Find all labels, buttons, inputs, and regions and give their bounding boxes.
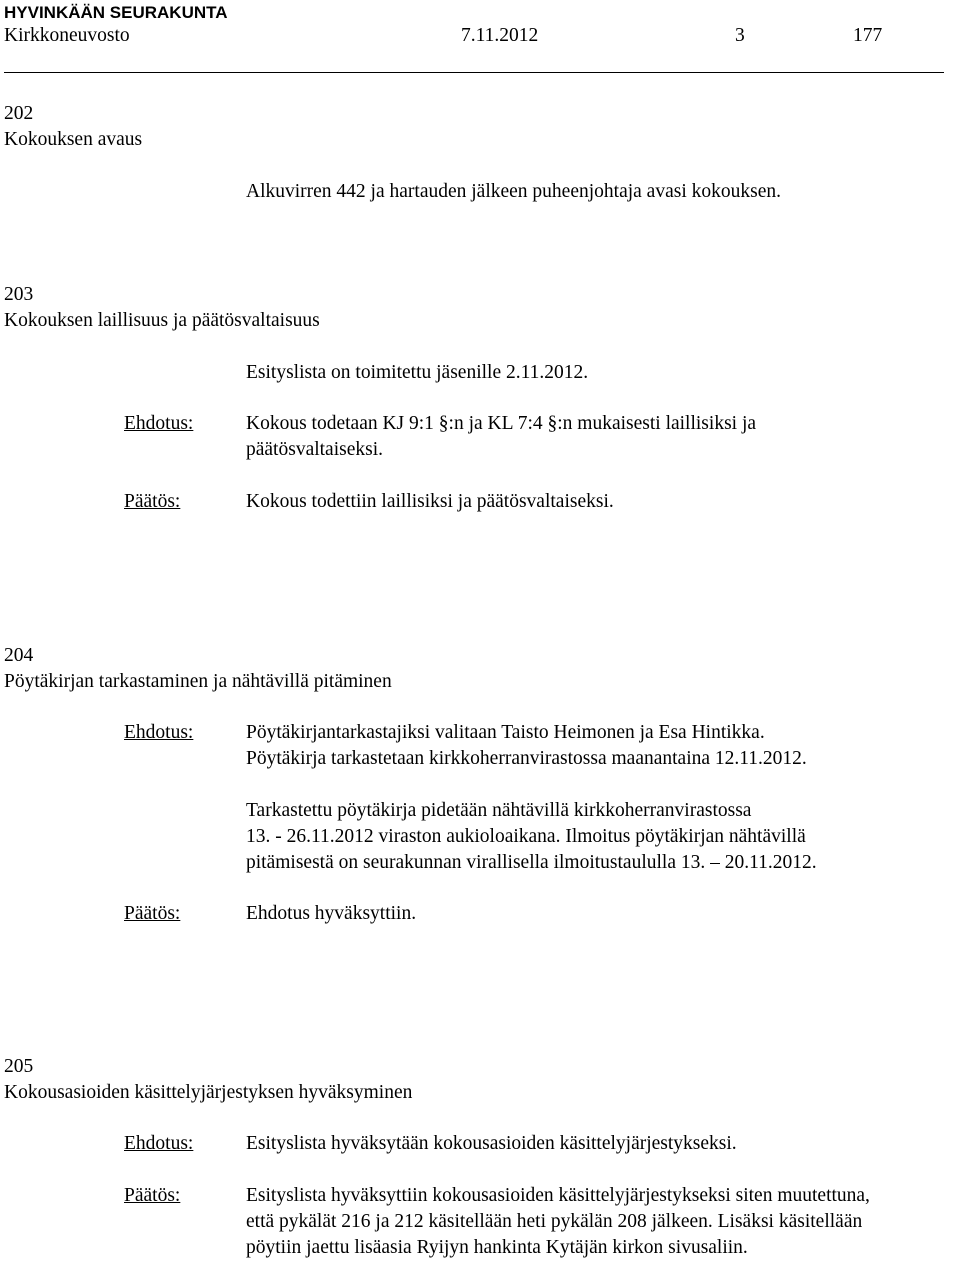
decision-text: Kokous todettiin laillisiksi ja päätösvaltaiseksi.	[246, 491, 614, 512]
meeting-date: 7.11.2012	[461, 25, 539, 46]
section-title: Pöytäkirjan tarkastaminen ja nähtävillä pitäminen	[4, 671, 392, 692]
proposal-text: 13. - 26.11.2012 viraston aukioloaikana. Ilmoitus pöytäkirjan nähtävillä	[246, 826, 806, 847]
section-title: Kokousasioiden käsittelyjärjestyksen hyväksyminen	[4, 1082, 413, 1103]
body-name: Kirkkoneuvosto	[4, 25, 130, 46]
decision-text: Ehdotus hyväksyttiin.	[246, 903, 417, 924]
document-number: 177	[853, 25, 883, 46]
decision-text: pöytiin jaettu lisäasia Ryijyn hankinta Kytäjän kirkon sivusaliin.	[246, 1237, 748, 1258]
section-number: 202	[4, 103, 34, 124]
section-title: Kokouksen avaus	[4, 129, 143, 150]
decision-text: Esityslista hyväksyttiin kokousasioiden käsittelyjärjestykseksi siten muutettuna,	[246, 1185, 870, 1206]
proposal-text: Pöytäkirjantarkastajiksi valitaan Taisto Heimonen ja Esa Hintikka.	[246, 722, 765, 743]
decision-label: Päätös:	[124, 491, 181, 512]
proposal-text: Pöytäkirja tarkastetaan kirkkoherranvirastossa maanantaina 12.11.2012.	[246, 748, 807, 769]
proposal-label: Ehdotus:	[124, 413, 194, 434]
proposal-text: pitämisestä on seurakunnan virallisella ilmoitustaululla 13. – 20.11.2012.	[246, 852, 817, 873]
decision-label: Päätös:	[124, 903, 181, 924]
org-name: HYVINKÄÄN SEURAKUNTA	[4, 3, 228, 22]
section-title: Kokouksen laillisuus ja päätösvaltaisuus	[4, 310, 320, 331]
decision-text: että pykälät 216 ja 212 käsitellään heti pykälän 208 jälkeen. Lisäksi käsitellään	[246, 1211, 863, 1232]
header-divider	[4, 72, 944, 73]
proposal-label: Ehdotus:	[124, 722, 194, 743]
section-number: 203	[4, 284, 34, 305]
proposal-text: Tarkastettu pöytäkirja pidetään nähtävillä kirkkoherranvirastossa	[246, 800, 752, 821]
proposal-text: Esityslista hyväksytään kokousasioiden käsittelyjärjestykseksi.	[246, 1133, 737, 1154]
decision-label: Päätös:	[124, 1185, 181, 1206]
section-intro: Esityslista on toimitettu jäsenille 2.11.2012.	[246, 362, 589, 383]
proposal-text: Kokous todetaan KJ 9:1 §:n ja KL 7:4 §:n mukaisesti laillisiksi ja	[246, 413, 757, 434]
section-text: Alkuvirren 442 ja hartauden jälkeen puheenjohtaja avasi kokouksen.	[246, 181, 781, 202]
section-number: 205	[4, 1056, 34, 1077]
proposal-text: päätösvaltaiseksi.	[246, 439, 384, 460]
proposal-label: Ehdotus:	[124, 1133, 194, 1154]
page-number: 3	[735, 25, 745, 46]
section-number: 204	[4, 645, 34, 666]
